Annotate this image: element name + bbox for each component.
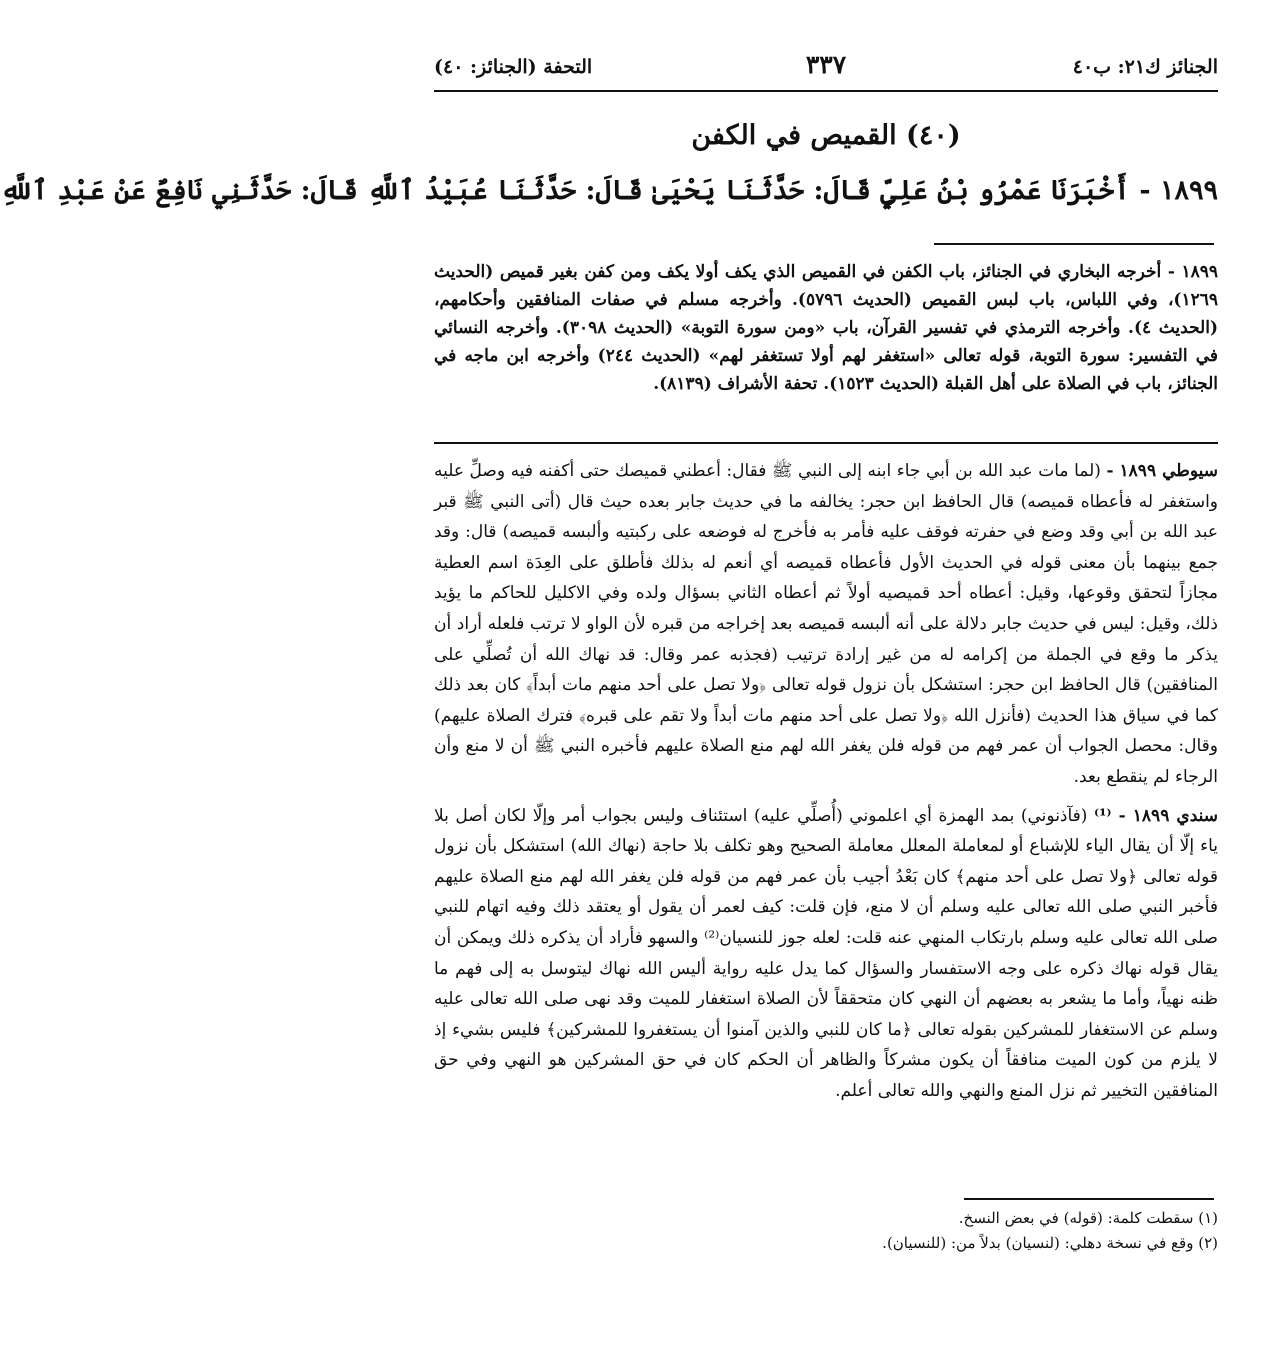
footnote-1: (١) سقطت كلمة: (قوله) في بعض النسخ. [958, 1209, 1218, 1227]
takhrij-section [434, 258, 1218, 398]
commentary-divider [434, 442, 1218, 444]
hadith-divider [934, 243, 1214, 245]
header-divider [434, 90, 1218, 92]
header-tuhfa-ref: التحفة (الجنائز: ٤٠) [434, 56, 593, 78]
suyuti-lead: سيوطي ١٨٩٩ - [1106, 461, 1218, 481]
commentary-section [434, 456, 1218, 1114]
page-number: ٣٣٧ [805, 50, 847, 79]
suyuti-commentary [434, 456, 1218, 793]
footnote-divider [964, 1198, 1214, 1200]
sindi-commentary [434, 801, 1218, 1107]
footnotes [644, 1206, 1218, 1256]
header-chapter-ref: الجنائز ك٢١: ب٤٠ [1072, 56, 1218, 78]
running-header [434, 48, 1218, 88]
sindi-text: (فآذنوني) بمد الهمزة أي اعلموني (أُصلِّي عليه) استئناف وليس بجواب أمر وإلّا لكان أصل بلا ياء إلّا أن يقال الياء للإشباع أو لمعاملة المعلل معاملة الصحيح وهو تكلف بلا حاجة (نهاك الله) استشكل بأن نزول قوله تعالى ﴿ولا تصل على أحد منهم﴾ كان بَعْدُ أجيب بأن عمر فهم من قوله فلن يغفر الله لهم منع الصلاة عليهم فأخبر النبي صلى الله تعالى عليه وسلم أن لا منع، فإن قلت: كيف لعمر أن يقول أو يعتقد ذلك وفيه اتهام للنبي صلى الله تعالى عليه وسلم بارتكاب المنهي عنه قلت: لعله جوز للنسيان⁽²⁾ والسهو فأراد أن يذكره ذلك ويمكن أن يقال قوله نهاك ذكره على وجه الاستفسار والسؤال كما يدل عليه رواية أليس الله نهاك ليتوسل به إلى فهم ما ظنه نهياً، وأما ما يشعر به بعضهم أن النهي كان متحققاً لأن الصلاة استغفار للميت وقد نهى صلى الله تعالى عليه وسلم عن الاستغفار للمشركين بقوله تعالى ﴿ما كان للنبي والذين آمنوا أن يستغفروا للمشركين﴾ فليس بشيء إذ لا يلزم من كون الميت منافقاً أن يكون مشركاً والظاهر أن الحكم كان في حق المشركين هو النهي وفي حق المنافقين التخيير ثم نزل المنع والنهي والله تعالى أعلم. [434, 805, 1218, 1101]
footnote-2: (٢) وقع في نسخة دهلي: (لنسيان) بدلاً من: (للنسيان). [882, 1234, 1218, 1252]
hadith-text: ١٨٩٩ - أَخْبَرَنَا عَمْرُو بْنُ عَلِيٍّ قَالَ: حَدَّثَنَا يَحْيَىٰ قَالَ: حَدَّثَنَا عُبَيْدُ ٱللَّهِ قَالَ: حَدَّثَنِي نَافِعٌ عَنْ عَبْدِ ٱللَّهِ [0, 175, 1218, 206]
takhrij-text: ١٨٩٩ - أخرجه البخاري في الجنائز، باب الكفن في القميص الذي يكف أولا يكف ومن كفن بغير قميص (الحديث ١٢٦٩)، وفي اللباس، باب لبس القميص (الحديث ٥٧٩٦). وأخرجه مسلم في صفات المنافقين وأحكامهم، (الحديث ٤). وأخرجه الترمذي في تفسير القرآن، باب «ومن سورة التوبة» (الحديث ٣٠٩٨). وأخرجه النسائي في التفسير: سورة التوبة، قوله تعالى «استغفر لهم أولا تستغفر لهم» (الحديث ٢٤٤) وأخرجه ابن ماجه في الجنائز، باب في الصلاة على أهل القبلة (الحديث ١٥٢٣). تحفة الأشراف (٨١٣٩). [434, 262, 1219, 394]
chapter-title: (٤٠) القميص في الكفن [691, 120, 961, 151]
sindi-lead: سندي ١٨٩٩ - ⁽¹⁾ [1094, 805, 1218, 826]
suyuti-text: (لما مات عبد الله بن أبي جاء ابنه إلى النبي ﷺ فقال: أعطني قميصك حتى أكفنه فيه وصلِّ عليه واستغفر له فأعطاه قميصه) قال الحافظ ابن حجر: يخالفه ما في حديث جابر بعده حيث قال (أتى النبي ﷺ قبر عبد الله بن أبي وقد وضع في حفرته فوقف عليه فأمر به فأخرج له فوضعه على ركبتيه وألبسه قميصه) قال: وقد جمع بينهما بأن معنى قوله في الحديث الأول فأعطاه قميصه أي أنعم له بذلك فأطلق على العِدَة اسم العطية مجازاً لتحقق وقوعها، وقيل: أعطاه أحد قميصيه أولاً ثم أعطاه الثاني بسؤال ولده وفي الاكليل للحاكم ما يؤيد ذلك، وقيل: ليس في حديث جابر دلالة على أنه ألبسه قميصه بعد إخراجه من قبره لأن الواو لا ترتب فلعله أراد أن يذكر ما وقع في الجملة من إكرامه له من غير إرادة ترتيب (فجذبه عمر وقال: قد نهاك الله أن تُصلِّي على المنافقين) قال الحافظ ابن حجر: استشكل بأن نزول قوله تعالى ﴿ولا تصل على أحد منهم مات أبداً﴾ كان بعد ذلك كما في سياق هذا الحديث (فأنزل الله ﴿ولا تصل على أحد منهم مات أبداً ولا تقم على قبره﴾ فترك الصلاة عليهم) وقال: محصل الجواب أن عمر فهم من قوله فلن يغفر الله لهم منع الصلاة عليهم فأخبره النبي ﷺ أن لا منع وأن الرجاء لم ينقطع بعد. [434, 461, 1219, 787]
